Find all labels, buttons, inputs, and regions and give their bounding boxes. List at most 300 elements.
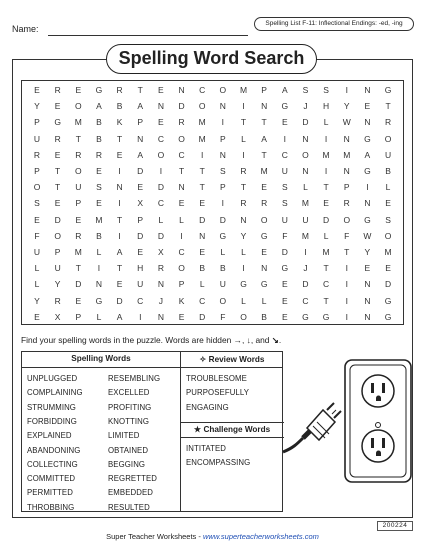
grid-letter[interactable]: E — [178, 198, 185, 209]
grid-letter[interactable]: C — [199, 85, 206, 95]
grid-letter[interactable]: O — [33, 182, 41, 193]
grid-letter[interactable]: T — [323, 295, 329, 306]
grid-letter[interactable]: R — [157, 263, 164, 274]
grid-letter[interactable]: B — [220, 263, 226, 274]
grid-letter[interactable]: E — [34, 85, 40, 95]
grid-letter[interactable]: T — [137, 85, 143, 95]
grid-letter[interactable]: I — [366, 182, 369, 193]
grid-letter[interactable]: C — [302, 295, 309, 306]
grid-letter[interactable]: R — [178, 117, 185, 128]
plug-and-outlet-illustration — [283, 348, 415, 488]
grid-letter[interactable]: O — [74, 101, 82, 112]
grid-letter[interactable]: I — [345, 263, 348, 274]
grid-letter[interactable]: C — [157, 198, 164, 209]
grid-letter[interactable]: P — [220, 133, 226, 144]
grid-letter[interactable]: I — [118, 230, 121, 241]
grid-letter[interactable]: N — [157, 101, 164, 112]
grid-letter[interactable]: Y — [364, 247, 371, 257]
grid-letter[interactable]: O — [343, 214, 351, 225]
grid-letter[interactable]: G — [260, 230, 268, 241]
grid-letter[interactable]: T — [199, 166, 205, 176]
grid-letter[interactable]: N — [364, 295, 371, 306]
grid-letter[interactable]: T — [75, 263, 81, 274]
grid-letter[interactable]: I — [304, 247, 307, 257]
grid-letter[interactable]: D — [137, 166, 144, 176]
grid-letter[interactable]: E — [137, 182, 144, 193]
grid-letter[interactable]: N — [364, 311, 371, 322]
grid-letter[interactable]: M — [260, 166, 268, 176]
challenge-rule-top — [180, 422, 284, 423]
grid-letter[interactable]: I — [345, 311, 348, 322]
spelling-word: EXPLAINED — [27, 431, 72, 441]
grid-letter[interactable]: M — [74, 247, 82, 257]
grid-letter[interactable]: R — [54, 295, 61, 306]
grid-letter[interactable]: T — [55, 182, 61, 193]
review-star-icon: ✧ — [199, 355, 207, 364]
grid-letter[interactable]: L — [303, 182, 308, 193]
grid-letter[interactable]: E — [281, 117, 288, 128]
grid-letter[interactable]: L — [241, 133, 246, 144]
grid-letter[interactable]: D — [281, 247, 288, 257]
grid-letter[interactable]: T — [116, 214, 123, 225]
grid-letter[interactable]: I — [221, 198, 225, 209]
grid-letter[interactable]: I — [118, 198, 121, 209]
grid-letter[interactable]: U — [219, 279, 226, 290]
grid-letter[interactable]: N — [219, 101, 226, 112]
grid-letter[interactable]: M — [198, 133, 206, 144]
grid-letter[interactable]: X — [54, 311, 61, 322]
grid-letter[interactable]: R — [116, 85, 123, 95]
grid-letter[interactable]: U — [33, 133, 41, 144]
grid-letter[interactable]: T — [75, 133, 81, 144]
grid-letter[interactable]: U — [137, 279, 144, 290]
grid-letter[interactable]: E — [364, 101, 371, 112]
grid-letter[interactable]: A — [137, 101, 144, 112]
grid-letter[interactable]: E — [54, 149, 61, 160]
grid-letter[interactable]: A — [116, 247, 123, 257]
grid-letter[interactable]: G — [95, 295, 103, 306]
grid-letter[interactable]: D — [157, 230, 164, 241]
grid-letter[interactable]: E — [364, 263, 371, 274]
grid-letter[interactable]: I — [118, 166, 121, 176]
grid-letter[interactable]: M — [384, 247, 392, 257]
grid-letter[interactable]: B — [116, 101, 123, 112]
grid-letter[interactable]: P — [75, 311, 82, 322]
grid-letter[interactable]: N — [261, 263, 268, 274]
grid-letter[interactable]: A — [261, 133, 267, 144]
grid-letter[interactable]: U — [33, 247, 41, 257]
grid-letter[interactable]: I — [221, 117, 225, 128]
grid-letter[interactable]: S — [34, 198, 40, 209]
grid-letter[interactable]: N — [157, 311, 164, 322]
review-word: ENGAGING — [186, 402, 229, 412]
grid-letter[interactable]: G — [364, 166, 371, 176]
grid-letter[interactable]: N — [137, 133, 144, 144]
grid-letter[interactable]: R — [54, 85, 61, 95]
grid-letter[interactable]: P — [137, 117, 144, 128]
spelling-word: BEGGING — [108, 459, 146, 469]
grid-letter[interactable]: J — [303, 101, 308, 112]
grid-letter[interactable]: I — [345, 295, 348, 306]
grid-letter[interactable]: G — [95, 85, 103, 95]
grid-letter[interactable]: P — [34, 166, 40, 176]
grid-letter[interactable]: O — [198, 101, 206, 112]
grid-letter[interactable]: G — [322, 311, 330, 322]
grid-letter[interactable]: B — [96, 133, 102, 144]
grid-letter[interactable]: O — [157, 149, 165, 160]
grid-letter[interactable]: L — [34, 279, 40, 290]
spelling-word: ABANDONING — [27, 445, 81, 455]
spelling-word: PROFITING — [108, 402, 152, 412]
instructions-and: , and — [250, 335, 270, 345]
grid-letter[interactable]: L — [261, 295, 267, 306]
grid-letter[interactable]: O — [219, 85, 227, 95]
grid-letter[interactable]: E — [116, 279, 123, 290]
spelling-word: COLLECTING — [27, 459, 78, 469]
grid-letter[interactable]: N — [199, 230, 206, 241]
review-words-label: Review Words — [208, 355, 265, 364]
grid-letter[interactable]: M — [322, 247, 330, 257]
name-label: Name: — [12, 24, 39, 34]
arrow-right-icon: → — [233, 335, 242, 345]
grid-letter[interactable]: S — [220, 166, 226, 176]
grid-letter[interactable]: E — [199, 247, 206, 257]
grid-letter[interactable]: I — [283, 133, 286, 144]
footer-dash: - — [196, 532, 203, 541]
grid-letter[interactable]: B — [96, 117, 102, 128]
grid-letter[interactable]: D — [219, 214, 226, 225]
grid-letter[interactable]: L — [34, 263, 40, 274]
grid-letter[interactable]: W — [363, 230, 372, 241]
title-rule-right — [316, 59, 413, 60]
grid-letter[interactable]: O — [178, 133, 185, 144]
instructions-end: . — [278, 335, 282, 345]
grid-letter[interactable]: O — [384, 230, 392, 241]
grid-letter[interactable]: D — [302, 279, 309, 290]
grid-letter[interactable]: P — [75, 198, 82, 209]
grid-letter[interactable]: I — [345, 85, 348, 95]
grid-letter[interactable]: R — [240, 198, 247, 209]
grid-letter[interactable]: I — [139, 311, 142, 322]
grid-letter[interactable]: D — [54, 214, 61, 225]
grid-letter[interactable]: I — [159, 166, 163, 176]
grid-letter[interactable]: L — [96, 247, 102, 257]
grid-letter[interactable]: E — [54, 101, 61, 112]
grid-letter[interactable]: L — [158, 214, 164, 225]
grid-letter[interactable]: M — [301, 230, 309, 241]
grid-letter[interactable]: D — [178, 101, 185, 112]
grid-letter[interactable]: M — [301, 198, 309, 209]
grid-letter[interactable]: N — [219, 149, 226, 160]
grid-letter[interactable]: H — [323, 101, 330, 112]
word-bank — [21, 351, 283, 512]
grid-letter[interactable]: J — [158, 295, 164, 306]
grid-letter[interactable]: D — [199, 311, 206, 322]
grid-letter[interactable]: E — [75, 214, 82, 225]
grid-letter[interactable]: G — [219, 230, 227, 241]
grid-letter[interactable]: N — [343, 133, 350, 144]
grid-letter[interactable]: E — [137, 247, 144, 257]
grid-letter[interactable]: F — [34, 230, 40, 241]
grid-letter[interactable]: G — [281, 263, 289, 274]
grid-letter[interactable]: L — [385, 182, 391, 193]
grid-letter[interactable]: M — [95, 214, 103, 225]
grid-letter[interactable]: G — [384, 295, 392, 306]
grid-letter[interactable]: N — [364, 198, 371, 209]
grid-letter[interactable]: W — [342, 117, 351, 128]
grid-letter[interactable]: R — [261, 198, 268, 209]
grid-letter[interactable]: M — [74, 117, 82, 128]
grid-letter[interactable]: U — [302, 214, 309, 225]
grid-letter[interactable]: M — [322, 149, 330, 160]
grid-letter[interactable]: K — [116, 117, 123, 128]
grid-letter[interactable]: F — [282, 230, 288, 241]
grid-letter[interactable]: E — [116, 149, 123, 160]
grid-letter[interactable]: G — [384, 85, 392, 95]
grid-letter[interactable]: N — [364, 85, 371, 95]
grid-letter[interactable]: E — [158, 85, 164, 95]
grid-letter[interactable]: U — [75, 182, 82, 193]
grid-letter[interactable]: D — [116, 295, 123, 306]
grid-letter[interactable]: E — [178, 311, 185, 322]
grid-letter[interactable]: C — [323, 279, 330, 290]
spelling-list-tag: Spelling List F-11: Inflectional Endings: -ed, -ing — [254, 17, 414, 31]
grid-letter[interactable]: E — [199, 198, 206, 209]
grid-letter[interactable]: E — [96, 166, 102, 176]
grid-letter[interactable]: L — [199, 279, 205, 290]
grid-letter[interactable]: T — [116, 263, 123, 274]
grid-letter[interactable]: D — [302, 117, 309, 128]
grid-letter[interactable]: G — [260, 279, 268, 290]
grid-letter[interactable]: M — [343, 149, 351, 160]
grid-letter[interactable]: R — [75, 230, 82, 241]
grid-letter[interactable]: T — [116, 133, 123, 144]
grid-letter[interactable]: M — [198, 117, 206, 128]
grid-letter[interactable]: L — [241, 295, 246, 306]
grid-letter[interactable]: B — [261, 311, 267, 322]
grid-letter[interactable]: T — [323, 182, 329, 193]
grid-letter[interactable]: G — [384, 311, 392, 322]
grid-letter[interactable]: D — [323, 214, 330, 225]
grid-letter[interactable]: C — [199, 295, 206, 306]
grid-letter[interactable]: P — [54, 247, 61, 257]
grid-letter[interactable]: O — [74, 166, 82, 176]
grid-letter[interactable]: C — [178, 149, 185, 160]
grid-letter[interactable]: T — [178, 166, 185, 176]
grid-letter[interactable]: G — [364, 214, 371, 225]
spelling-words-header: Spelling Words — [71, 354, 131, 363]
grid-letter[interactable]: N — [364, 117, 371, 128]
grid-letter[interactable]: R — [75, 149, 82, 160]
grid-letter[interactable]: L — [323, 117, 329, 128]
grid-letter[interactable]: G — [281, 101, 289, 112]
grid-letter[interactable]: P — [220, 182, 226, 193]
grid-letter[interactable]: T — [344, 247, 350, 257]
grid-letter[interactable]: I — [242, 149, 245, 160]
grid-letter[interactable]: E — [75, 85, 82, 95]
grid-letter[interactable]: U — [54, 263, 61, 274]
grid-letter[interactable]: E — [281, 295, 288, 306]
grid-letter[interactable]: A — [364, 149, 371, 160]
grid-letter[interactable]: S — [302, 85, 309, 95]
grid-letter[interactable]: N — [95, 279, 102, 290]
grid-letter[interactable]: B — [96, 230, 102, 241]
grid-letter[interactable]: S — [323, 85, 329, 95]
grid-letter[interactable]: E — [96, 198, 102, 209]
grid-letter[interactable]: B — [199, 263, 206, 274]
grid-letter[interactable]: N — [178, 85, 185, 95]
grid-letter[interactable]: N — [302, 166, 309, 176]
grid-letter[interactable]: J — [303, 263, 308, 274]
grid-letter[interactable]: C — [157, 133, 164, 144]
grid-letter[interactable]: K — [178, 295, 185, 306]
grid-letter[interactable]: E — [75, 295, 82, 306]
grid-letter[interactable]: S — [281, 182, 288, 193]
grid-letter[interactable]: E — [385, 198, 391, 209]
grid-letter[interactable]: G — [302, 311, 309, 322]
grid-letter[interactable]: T — [240, 182, 247, 193]
footer-url-link[interactable]: www.superteacherworksheets.com — [202, 532, 319, 541]
grid-letter[interactable]: O — [260, 214, 268, 225]
grid-letter[interactable]: I — [201, 149, 204, 160]
grid-letter[interactable]: T — [240, 117, 247, 128]
grid-letter[interactable]: N — [240, 214, 247, 225]
spelling-word: FORBIDDING — [27, 416, 77, 426]
grid-letter[interactable]: D — [199, 214, 206, 225]
grid-letter[interactable]: N — [178, 182, 185, 193]
grid-letter[interactable]: N — [302, 133, 309, 144]
grid-letter[interactable]: N — [157, 279, 164, 290]
grid-letter[interactable]: R — [33, 149, 41, 160]
grid-letter[interactable]: E — [281, 279, 288, 290]
grid-letter[interactable]: S — [281, 198, 288, 209]
grid-letter[interactable]: O — [54, 230, 61, 241]
grid-letter[interactable]: G — [240, 279, 247, 290]
grid-letter[interactable]: O — [302, 149, 309, 160]
grid-letter[interactable]: P — [261, 85, 267, 95]
spelling-word: THROBBING — [27, 502, 75, 512]
grid-letter[interactable]: F — [220, 311, 226, 322]
grid-letter[interactable]: P — [34, 117, 40, 128]
grid-letter[interactable]: X — [137, 198, 144, 209]
grid-letter[interactable]: N — [261, 101, 268, 112]
grid-letter[interactable]: N — [364, 279, 371, 290]
grid-letter[interactable]: S — [96, 182, 102, 193]
grid-letter[interactable]: E — [54, 198, 61, 209]
grid-letter[interactable]: T — [55, 166, 61, 176]
grid-letter[interactable]: F — [344, 230, 350, 241]
grid-letter[interactable]: O — [178, 263, 185, 274]
grid-letter[interactable]: B — [385, 166, 391, 176]
grid-letter[interactable]: R — [384, 117, 392, 128]
grid-letter[interactable]: D — [157, 182, 164, 193]
grid-letter[interactable]: S — [385, 214, 391, 225]
grid-letter[interactable]: D — [75, 279, 82, 290]
grid-letter[interactable]: E — [34, 214, 40, 225]
grid-letter[interactable]: I — [180, 230, 183, 241]
grid-letter[interactable]: D — [137, 230, 144, 241]
grid-letter[interactable]: N — [343, 166, 350, 176]
grid-letter[interactable]: I — [242, 263, 245, 274]
grid-letter[interactable]: P — [178, 279, 185, 290]
grid-letter[interactable]: T — [261, 117, 267, 128]
grid-letter[interactable]: L — [241, 247, 246, 257]
grid-letter[interactable]: I — [324, 133, 328, 144]
grid-letter[interactable]: T — [199, 182, 205, 193]
grid-letter[interactable]: T — [261, 149, 267, 160]
grid-letter[interactable]: E — [385, 263, 391, 274]
spelling-word: KNOTTING — [108, 416, 150, 426]
grid-letter[interactable]: E — [323, 198, 329, 209]
grid-letter[interactable]: G — [54, 117, 61, 128]
review-word: PURPOSEFULLY — [186, 388, 250, 398]
grid-letter[interactable]: I — [242, 101, 245, 112]
grid-letter[interactable]: E — [34, 311, 40, 322]
challenge-star-icon: ★ — [193, 425, 202, 434]
grid-letter[interactable]: A — [281, 85, 288, 95]
grid-letter[interactable]: R — [240, 166, 247, 176]
grid-letter[interactable]: I — [97, 263, 101, 274]
grid-letter[interactable]: L — [323, 230, 329, 241]
grid-letter[interactable]: G — [364, 133, 371, 144]
grid-letter[interactable]: D — [384, 279, 392, 290]
grid-letter[interactable]: E — [158, 117, 164, 128]
grid-letter[interactable]: T — [323, 263, 329, 274]
grid-letter[interactable]: C — [137, 295, 144, 306]
spelling-word: EMBEDDED — [108, 488, 153, 498]
grid-letter[interactable]: L — [96, 311, 102, 322]
grid-letter[interactable]: X — [158, 247, 164, 257]
spelling-word: UNPLUGGED — [27, 374, 78, 383]
grid-letter[interactable]: A — [137, 149, 144, 160]
name-line[interactable] — [48, 35, 248, 36]
spelling-word: REGRETTED — [108, 474, 157, 484]
grid-letter[interactable]: Y — [240, 230, 247, 241]
grid-letter[interactable]: L — [220, 247, 226, 257]
grid-letter[interactable]: L — [179, 214, 184, 225]
grid-letter[interactable]: T — [385, 101, 391, 112]
grid-letter[interactable]: N — [116, 182, 123, 193]
grid-letter[interactable]: A — [96, 101, 102, 112]
grid-letter[interactable]: H — [137, 263, 144, 274]
grid-letter[interactable]: Y — [34, 101, 40, 112]
grid-letter[interactable]: P — [137, 214, 144, 225]
grid-letter[interactable]: R — [95, 149, 102, 160]
grid-letter[interactable]: R — [54, 133, 61, 144]
grid-letter[interactable]: C — [281, 149, 288, 160]
grid-letter[interactable]: P — [343, 182, 350, 193]
grid-letter[interactable]: I — [345, 279, 348, 290]
grid-letter[interactable]: Y — [34, 295, 40, 306]
challenge-words-header — [180, 424, 284, 434]
grid-letter[interactable]: U — [384, 149, 392, 160]
grid-letter[interactable]: U — [281, 214, 288, 225]
grid-letter[interactable]: Y — [54, 279, 61, 290]
grid-letter[interactable]: Y — [343, 101, 350, 112]
grid-letter[interactable]: M — [239, 85, 248, 95]
grid-letter[interactable]: O — [240, 311, 247, 322]
grid-letter[interactable]: I — [324, 166, 328, 176]
grid-letter[interactable]: E — [261, 182, 267, 193]
grid-letter[interactable]: A — [116, 311, 123, 322]
grid-letter[interactable]: U — [281, 166, 288, 176]
grid-letter[interactable]: R — [343, 198, 350, 209]
grid-letter[interactable]: O — [219, 295, 227, 306]
grid-letter[interactable]: E — [261, 247, 267, 257]
grid-letter[interactable]: E — [281, 311, 288, 322]
grid-letter[interactable]: O — [384, 133, 392, 144]
grid-letter[interactable]: C — [178, 247, 185, 257]
